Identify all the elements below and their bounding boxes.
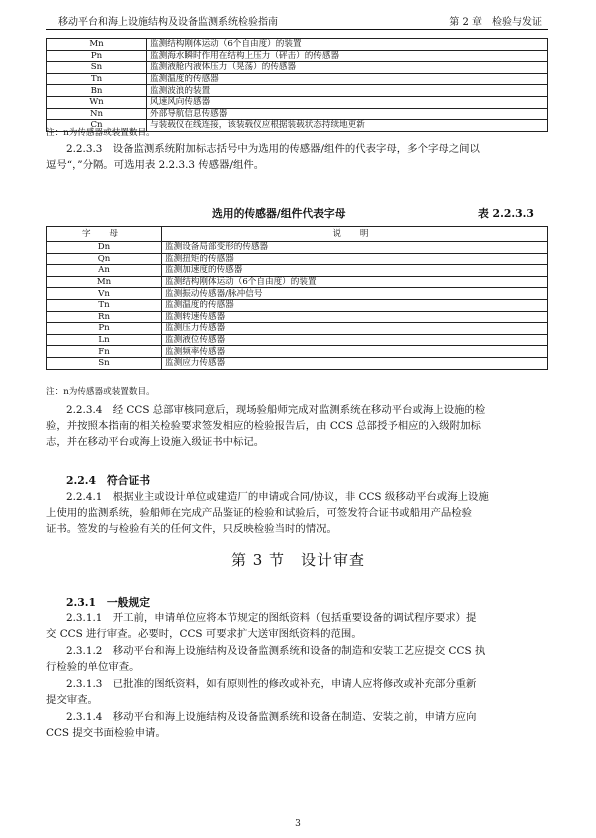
page-header xyxy=(46,11,548,30)
sensor-code-cell: Vn xyxy=(47,288,162,300)
sensor-code-cell: Tn xyxy=(47,299,162,311)
paragraph-2-3-1-3 xyxy=(46,676,548,708)
sensor-code-cell: An xyxy=(47,265,162,277)
table-row xyxy=(47,96,548,108)
table2-title: 选用的传感器/组件代表字母 xyxy=(212,207,346,220)
table2-number: 表 2.2.3.3 xyxy=(478,207,534,220)
paragraph-2-3-1-4 xyxy=(46,709,548,741)
page-number: 3 xyxy=(295,819,301,829)
paragraph-line: 2.3.1.3 已批准的图纸资料，如有原则性的修改或补充，申请人应将修改或补充部分重新 xyxy=(66,678,477,690)
sensor-description-cell: 监测频率传感器 xyxy=(162,346,548,358)
sensor-description-cell: 监测液舱内液体压力（晃荡）的传感器 xyxy=(147,62,548,74)
sensor-code-cell: Ln xyxy=(47,334,162,346)
sensor-description-cell: 与装载仪在线连接，该装载仪应根据装载状态持续地更新 xyxy=(147,120,548,132)
sensor-code-cell: Pn xyxy=(47,50,147,62)
paragraph-line: CCS 提交书面检验申请。 xyxy=(46,727,166,739)
table-row xyxy=(47,253,548,265)
paragraph-2-2-3-4 xyxy=(46,402,548,450)
sensor-description-cell: 监测扭矩的传感器 xyxy=(162,253,548,265)
sensor-description-cell: 监测应力传感器 xyxy=(162,357,548,369)
table-row xyxy=(47,73,548,85)
sensor-description-cell: 监测转速传感器 xyxy=(162,311,548,323)
paragraph-line: 2.3.1.2 移动平台和海上设施结构及设备监测系统和设备的制造和安装工艺应提交 CCS 执 xyxy=(66,645,486,657)
sensor-description-cell: 监测结构刚体运动（6个自由度）的装置 xyxy=(162,276,548,288)
table-row xyxy=(47,323,548,335)
table1-note: 注：n为传感器或装置数目。 xyxy=(46,128,155,138)
table-row xyxy=(47,242,548,254)
sensor-description-cell: 监测加速度的传感器 xyxy=(162,265,548,277)
paragraph-2-2-4-1 xyxy=(46,489,548,537)
sensor-code-cell: Tn xyxy=(47,73,147,85)
sensor-description-cell: 监测海水瞬时作用在结构上压力（砰击）的传感器 xyxy=(147,50,548,62)
sensor-description-cell: 风速风向传感器 xyxy=(147,96,548,108)
table-row xyxy=(47,288,548,300)
sensor-code-cell: Dn xyxy=(47,242,162,254)
paragraph-2-3-1-1 xyxy=(46,610,548,642)
paragraph-line: 交 CCS 进行审查。必要时，CCS 可要求扩大送审图纸资料的范围。 xyxy=(46,628,362,640)
paragraph-line: 验，并按照本指南的相关检验要求签发相应的检验报告后，由 CCS 总部授予相应的入级附加标 xyxy=(46,420,481,432)
sensor-description-cell: 监测压力传感器 xyxy=(162,323,548,335)
sensor-code-cell: Mn xyxy=(47,39,147,51)
sensor-description-cell: 监测温度的传感器 xyxy=(162,299,548,311)
sensor-code-cell: Cn xyxy=(47,120,147,132)
sensor-description-cell: 监测振动传感器/脉冲信号 xyxy=(162,288,548,300)
sensor-description-cell: 监测设备局部变形的传感器 xyxy=(162,242,548,254)
table-row xyxy=(47,276,548,288)
sensor-code-cell: Mn xyxy=(47,276,162,288)
paragraph-2-2-3-3 xyxy=(46,141,548,173)
sensor-description-cell: 外部导航信息传感器 xyxy=(147,108,548,120)
sensor-code-cell: Wn xyxy=(47,96,147,108)
paragraph-line: 上使用的监测系统，验船师在完成产品鉴证的检验和试验后，可签发符合证书或船用产品检验 xyxy=(46,507,473,519)
heading-2-3-1: 2.3.1 一般规定 xyxy=(66,596,151,609)
sensor-code-cell: Bn xyxy=(47,85,147,97)
header-chapter: 第 2 章 检验与发证 xyxy=(449,17,542,28)
header-document-title: 移动平台和海上设施结构及设备监测系统检验指南 xyxy=(58,17,278,28)
table-row xyxy=(47,62,548,74)
optional-sensor-table xyxy=(46,226,548,370)
table-row xyxy=(47,311,548,323)
paragraph-line: 2.3.1.4 移动平台和海上设施结构及设备监测系统和设备在制造、安装之前，申请方应向 xyxy=(66,711,477,723)
sensor-description-cell: 监测结构刚体运动（6个自由度）的装置 xyxy=(147,39,548,51)
paragraph-line: 行检验的单位审查。 xyxy=(46,661,140,673)
table-row xyxy=(47,299,548,311)
table2-header-code: 字 母 xyxy=(47,227,162,242)
sensor-description-cell: 监测液位传感器 xyxy=(162,334,548,346)
heading-2-2-4: 2.2.4 符合证书 xyxy=(66,474,151,487)
sensor-description-cell: 监测波浪的装置 xyxy=(147,85,548,97)
table2-note: 注：n为传感器或装置数目。 xyxy=(46,387,155,397)
paragraph-line: 2.2.3.3 设备监测系统附加标志括号中为选用的传感器/组件的代表字母，多个字母之间以 xyxy=(66,143,480,155)
table-row xyxy=(47,334,548,346)
sensor-code-cell: Pn xyxy=(47,323,162,335)
sensor-code-cell: Sn xyxy=(47,62,147,74)
sensor-table-continued xyxy=(46,38,548,132)
sensor-code-cell: Nn xyxy=(47,108,147,120)
table-row xyxy=(47,39,548,51)
sensor-description-cell: 监测温度的传感器 xyxy=(147,73,548,85)
paragraph-line: 逗号“，”分隔。可选用表 2.2.3.3 传感器/组件。 xyxy=(46,159,265,171)
paragraph-line: 2.2.3.4 经 CCS 总部审核同意后，现场验船师完成对监测系统在移动平台或海上设施的检 xyxy=(66,404,486,416)
section-title: 第 3 节 设计审查 xyxy=(230,551,366,569)
sensor-code-cell: Qn xyxy=(47,253,162,265)
paragraph-line: 志，并在移动平台或海上设施入级证书中标记。 xyxy=(46,436,265,448)
table-row xyxy=(47,108,548,120)
paragraph-line: 证书。签发的与检验有关的任何文件，只反映检验当时的情况。 xyxy=(46,523,337,535)
table-row xyxy=(47,265,548,277)
table-row xyxy=(47,357,548,369)
table-row xyxy=(47,346,548,358)
paragraph-2-3-1-2 xyxy=(46,643,548,675)
sensor-code-cell: Fn xyxy=(47,346,162,358)
sensor-code-cell: Sn xyxy=(47,357,162,369)
table-row xyxy=(47,85,548,97)
paragraph-line: 2.3.1.1 开工前，申请单位应将本节规定的图纸资料（包括重要设备的调试程序要求）提 xyxy=(66,612,477,624)
table-row xyxy=(47,50,548,62)
paragraph-line: 提交审查。 xyxy=(46,694,98,706)
paragraph-line: 2.2.4.1 根据业主或设计单位或建造厂的申请或合同/协议，非 CCS 级移动平台或海上设施 xyxy=(66,491,489,503)
sensor-code-cell: Rn xyxy=(47,311,162,323)
table2-header-desc: 说 明 xyxy=(162,227,548,242)
